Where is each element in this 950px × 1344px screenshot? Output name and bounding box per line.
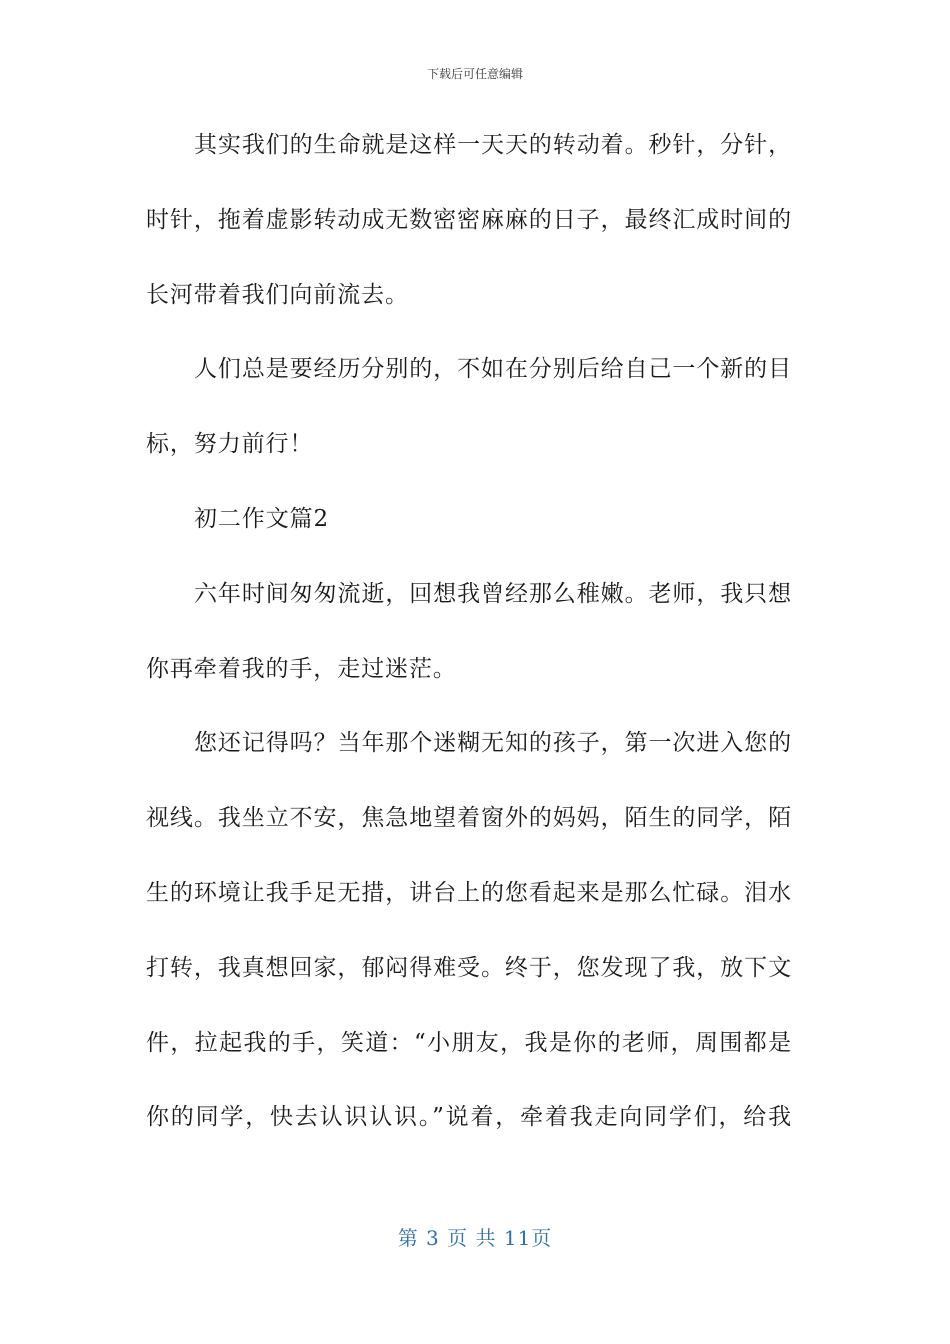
text-line: 人们总是要经历分别的，不如在分别后给自己一个新的目 (194, 356, 792, 383)
section-heading: 初二作文篇2 (194, 505, 330, 532)
text-line: 时针，拖着虚影转动成无数密密麻麻的日子，最终汇成时间的 (146, 206, 792, 233)
text-line: 生的环境让我手足无措，讲台上的您看起来是那么忙碌。泪水 (146, 879, 792, 906)
page-number: 第 3 页 共 11页 (397, 1226, 553, 1250)
text-line: 你再牵着我的手，走过迷茫。 (146, 655, 457, 682)
page-header: 下载后可任意编辑 (426, 67, 523, 81)
text-line: 标，努力前行！ (146, 431, 314, 458)
text-line: 其实我们的生命就是这样一天天的转动着。秒针，分针， (194, 132, 792, 158)
text-line: 六年时间匆匆流逝，回想我曾经那么稚嫩。老师，我只想 (194, 580, 792, 607)
text-line: 件，拉起我的手，笑道：“小朋友，我是你的老师，周围都是 (146, 1029, 792, 1056)
text-line: 长河带着我们向前流去。 (146, 281, 409, 308)
text-line: 打转，我真想回家，郁闷得难受。终于，您发现了我，放下文 (146, 954, 792, 981)
text-line: 你的同学，快去认识认识。”说着，牵着我走向同学们，给我 (146, 1104, 792, 1131)
text-line: 您还记得吗？当年那个迷糊无知的孩子，第一次进入您的 (194, 730, 792, 757)
text-line: 视线。我坐立不安，焦急地望着窗外的妈妈，陌生的同学，陌 (146, 805, 792, 832)
document-body (146, 118, 792, 1165)
